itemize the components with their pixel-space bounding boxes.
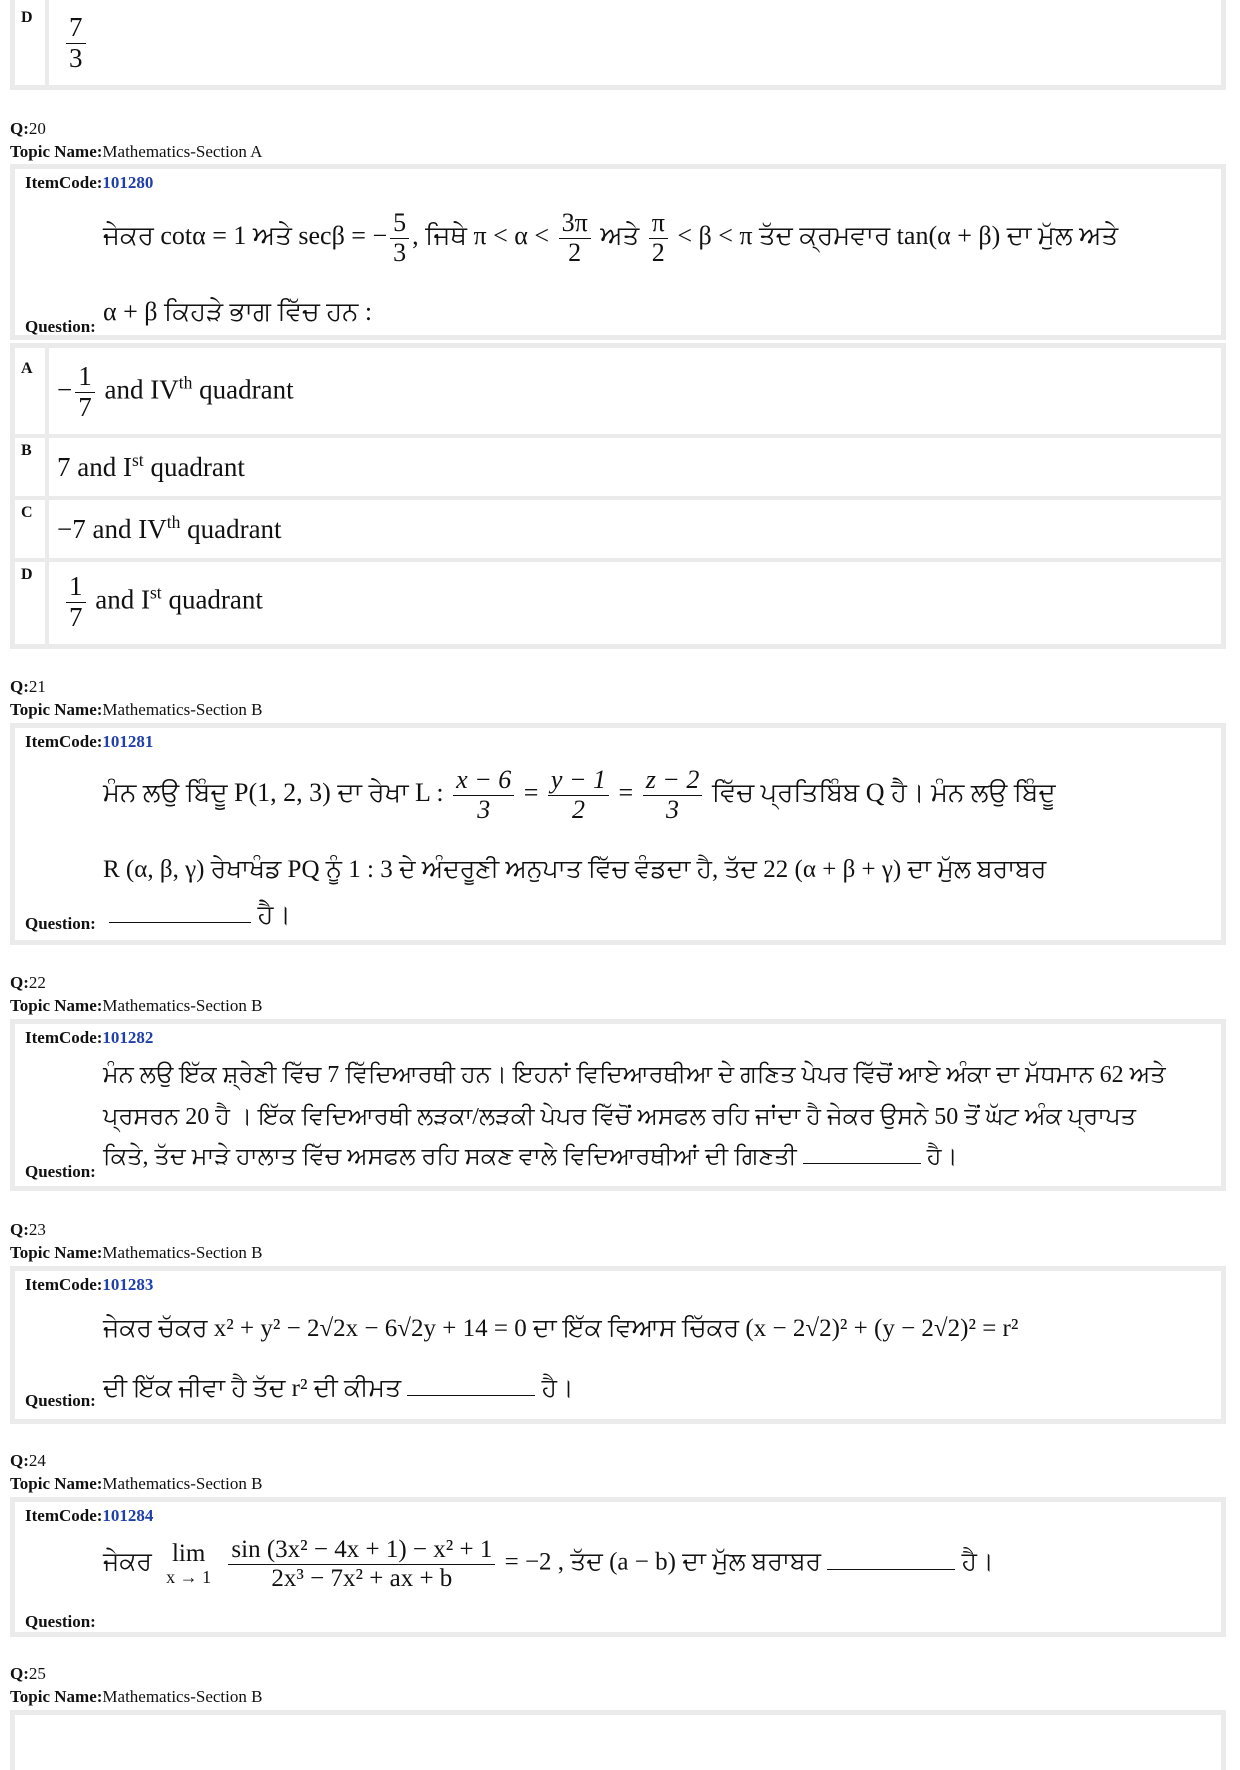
q21-line-1: ਮੰਨ ਲਉ ਬਿੰਦੂ P(1, 2, 3) ਦਾ ਰੇਖਾ L : $\frac{x - 6}{3}$ = $\frac{y - 1}{2}$ = $\frac{z - 2}{3}$ ਵਿੱਚ ਪ੍ਰਤਿਬਿੰਬ Q ਹੈ। ਮੰਨ ਲਉ ਬਿੰਦੂ — [103, 765, 1056, 824]
item-code: ItemCode:101280 — [25, 173, 154, 192]
topic-name: Topic Name:Mathematics-Section B — [10, 1474, 263, 1493]
q25-question-box — [10, 1710, 1226, 1770]
question-number: Q:23 — [10, 1220, 46, 1239]
option-a[interactable] — [15, 348, 1221, 434]
item-code: ItemCode:101283 — [25, 1275, 154, 1294]
q21-line-2: R (α, β, γ) ਰੇਖਾਖੰਡ PQ ਨੂੰ 1 : 3 ਦੇ ਅੰਦਰੂਣੀ ਅਨੁਪਾਤ ਵਿੱਚ ਵੰਡਦਾ ਹੈ, ਤੱਦ 22 (α + β + γ) ਦਾ ਮੁੱਲ ਬਰਾਬਰ — [103, 856, 1047, 883]
q22-line-2: ਪ੍ਰਸਰਨ 20 ਹੈ । ਇੱਕ ਵਿਦਿਆਰਥੀ ਲੜਕਾ/ਲੜਕੀ ਪੇਪਰ ਵਿੱਚੋਂ ਅਸਫਲ ਰਹਿ ਜਾਂਦਾ ਹੈ ਜੇਕਰ ਉਸਨੇ 50 ਤੋਂ ਘੱਟ ਅੰਕ ਪ੍ਰਾਪਤ — [103, 1104, 1136, 1130]
topic-name: Topic Name:Mathematics-Section B — [10, 996, 263, 1015]
option-d-value: $\frac{7}{3}$ — [63, 13, 89, 73]
option-letter: C — [21, 504, 33, 521]
option-d[interactable] — [15, 562, 1221, 648]
question-number: Q:24 — [10, 1451, 46, 1470]
option-letter: B — [21, 442, 32, 459]
question-label: Question: — [25, 317, 96, 336]
item-code: ItemCode:101282 — [25, 1028, 154, 1047]
question-number: Q:22 — [10, 973, 46, 992]
q22-question-box — [10, 1019, 1226, 1191]
q23-line-2: ਦੀ ਇੱਕ ਜੀਵਾ ਹੈ ਤੱਦ r² ਦੀ ਕੀਮਤ ਹੈ। — [103, 1375, 574, 1402]
q23-line-1: ਜੇਕਰ ਚੱਕਰ x² + y² − 2√2x − 6√2y + 14 = 0 ਦਾ ਇੱਕ ਵਿਆਸ ਚਿੱਕਰ (x − 2√2)² + (y − 2√2)² = r² — [103, 1315, 1019, 1342]
question-number: Q:25 — [10, 1664, 46, 1683]
answer-blank[interactable] — [803, 1162, 921, 1164]
option-letter: A — [21, 360, 33, 377]
question-label: Question: — [25, 1612, 96, 1631]
q24-expression: ਜੇਕਰ lim x → 1 $\frac{\text{sin (3x² − 4x + 1) − x² + 1}}{\text{2x³ − 7x² + ax + b}}$ = −2 , ਤੱਦ (a − b) ਦਾ ਮੁੱਲ ਬਰਾਬਰ ਹੈ। — [103, 1536, 994, 1592]
answer-blank[interactable] — [109, 921, 251, 923]
question-number: Q:20 — [10, 119, 46, 138]
q20-options — [10, 343, 1226, 649]
option-b-text: 7 and Ist quadrant — [57, 450, 245, 482]
question-number: Q:21 — [10, 677, 46, 696]
q23-question-box — [10, 1266, 1226, 1424]
question-label: Question: — [25, 1391, 96, 1410]
q20-question-box — [10, 164, 1226, 340]
question-label: Question: — [25, 914, 96, 933]
answer-blank[interactable] — [827, 1568, 955, 1570]
option-c[interactable] — [15, 500, 1221, 558]
q22-line-3: ਕਿਤੇ, ਤੱਦ ਮਾੜੇ ਹਾਲਾਤ ਵਿੱਚ ਅਸਫਲ ਰਹਿ ਸਕਣ ਵਾਲੇ ਵਿਦਿਆਰਥੀਆਂ ਦੀ ਗਿਣਤੀ ਹੈ। — [103, 1144, 958, 1170]
option-letter: D — [21, 566, 33, 583]
option-a-text: − $\frac{1}{7}$ and IVth quadrant — [57, 361, 294, 422]
q22-line-1: ਮੰਨ ਲਉ ਇੱਕ ਸ਼੍ਰੇਣੀ ਵਿੱਚ 7 ਵਿੱਦਿਆਰਥੀ ਹਨ। ਇਹਨਾਂ ਵਿਦਿਆਰਥੀਆ ਦੇ ਗਣਿਤ ਪੇਪਰ ਵਿੱਚੋਂ ਆਏ ਅੰਕਾ ਦਾ ਮੱਧਮਾਨ 62 ਅਤੇ — [103, 1062, 1166, 1088]
item-code: ItemCode:101281 — [25, 732, 154, 751]
topic-name: Topic Name:Mathematics-Section B — [10, 1687, 263, 1706]
item-code: ItemCode:101284 — [25, 1506, 154, 1525]
option-c-text: −7 and IVth quadrant — [57, 512, 282, 544]
answer-blank[interactable] — [407, 1394, 535, 1396]
option-d-text: $\frac{1}{7}$ and Ist quadrant — [63, 572, 263, 632]
prev-option-d — [10, 0, 1226, 90]
option-b[interactable] — [15, 438, 1221, 496]
q20-line-2: α + β ਕਿਹੜੇ ਭਾਗ ਵਿੱਚ ਹਨ : — [103, 297, 373, 326]
option-letter: D — [21, 9, 33, 26]
q21-question-box — [10, 723, 1226, 945]
topic-name: Topic Name:Mathematics-Section B — [10, 1243, 263, 1262]
question-label: Question: — [25, 1162, 96, 1181]
q24-question-box — [10, 1497, 1226, 1637]
option-divider — [45, 0, 49, 85]
q21-line-3: ਹੈ। — [109, 900, 291, 931]
topic-name: Topic Name:Mathematics-Section B — [10, 700, 263, 719]
q20-line-1: ਜੇਕਰ cotα = 1 ਅਤੇ secβ = − $\frac{5}{3}$ , ਜਿਥੇ π < α < $\frac{3\pi}{2}$ ਅਤੇ $\frac{\pi}{2}$ < β < π ਤੱਦ ਕ੍ਰਮਵਾਰ tan(α + β) ਦਾ ਮੁੱਲ ਅਤੇ — [103, 208, 1119, 267]
topic-name: Topic Name:Mathematics-Section A — [10, 142, 263, 161]
